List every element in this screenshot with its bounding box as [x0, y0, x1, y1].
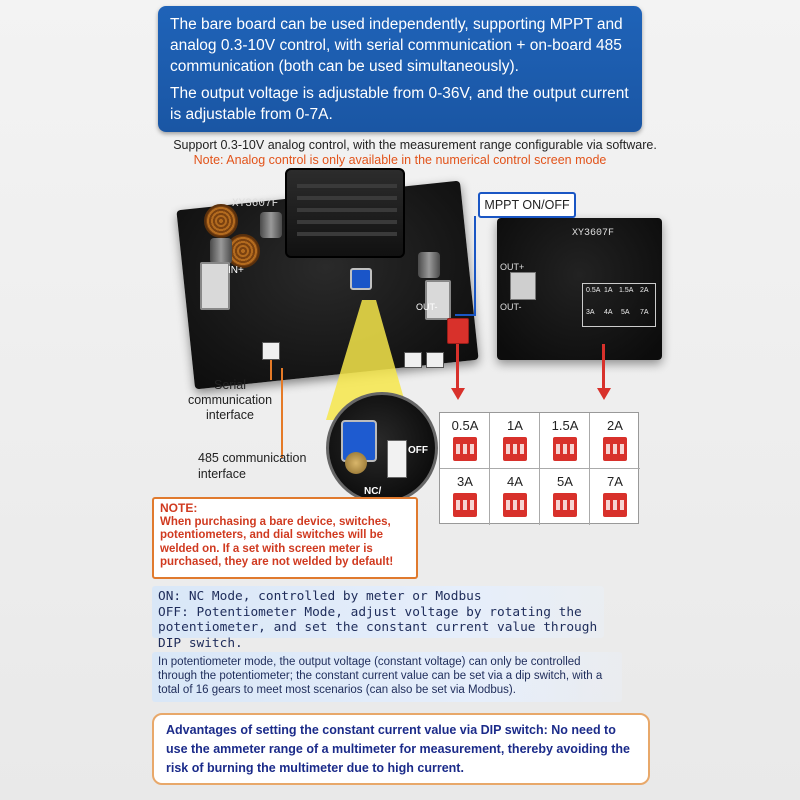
potentiometer-knob-icon [350, 268, 372, 290]
out-minus-label: OUT- [416, 302, 438, 312]
silk-cell: 1A [604, 287, 613, 294]
dip-cell-label: 0.5A [451, 418, 479, 433]
dip-cell-label: 7A [607, 474, 623, 489]
dip-cell-label: 2A [607, 418, 623, 433]
dip-switch-icon [553, 437, 577, 461]
zoom-screw-icon [345, 452, 367, 474]
silk-cell: 3A [586, 309, 595, 316]
dip-cell-label: 4A [507, 474, 523, 489]
dip-switch-icon [603, 493, 627, 517]
connector-icon [426, 352, 444, 368]
analog-support-text: Support 0.3-10V analog control, with the measurement range configurable via software. [173, 138, 657, 152]
in-plus-label: IN+ [228, 265, 244, 276]
info-banner [158, 6, 642, 132]
advantages-text: Advantages of setting the constant current value via DIP switch: No need to use the ammeter range of a multimeter for measurement, thereby avoiding the risk of burning the multimeter due to high current. [166, 723, 631, 775]
dip-grid-cell [440, 413, 490, 469]
output-terminal-icon [425, 280, 451, 320]
dip-cell-label: 3A [457, 474, 473, 489]
arrow-shaft [602, 344, 605, 390]
dip-grid-cell [590, 469, 640, 525]
zoom-off-label: OFF [408, 445, 428, 456]
dip-switch-icon [503, 493, 527, 517]
potentiometer-mode-text: In potentiometer mode, the output voltage (constant voltage) can only be controlled through the potentiometer; the constant current value can be set via a dip switch, with a total of 16 gears to meet most scenarios (can also be set via Modbus). [158, 656, 603, 696]
dip-switch-icon [553, 493, 577, 517]
serial-interface-label: Serial communication interface [187, 378, 273, 422]
input-terminal-icon [200, 262, 230, 310]
dip-grid-cell [440, 469, 490, 525]
potentiometer-mode-box [152, 652, 622, 702]
dip-switch-icon [453, 437, 477, 461]
pointer-line [270, 360, 272, 380]
capacitor-icon [210, 238, 232, 264]
pointer-line [281, 368, 283, 458]
mppt-label: MPPT ON/OFF [478, 192, 576, 218]
mppt-pointer-line [455, 314, 475, 316]
dip-grid-cell [490, 413, 540, 469]
current-table-silkscreen [582, 283, 656, 327]
mode-off-text: OFF: Potentiometer Mode, adjust voltage by rotating the potentiometer, and set the constant current value through DIP switch. [158, 604, 598, 651]
silk-cell: 2A [640, 287, 649, 294]
arrow-down-icon [451, 388, 465, 400]
advantages-box [152, 713, 650, 785]
dip-grid-cell [540, 413, 590, 469]
capacitor-icon [418, 252, 440, 278]
banner-line-1: The bare board can be used independently, supporting MPPT and analog 0.3-10V control, with serial communication + on-board 485 communication (both can be used simultaneously). [170, 16, 623, 75]
arrow-shaft [456, 344, 459, 390]
dip-switch-current-grid [439, 412, 639, 524]
terminal-back-icon [510, 272, 536, 300]
dip-switch-icon [603, 437, 627, 461]
zoom-nc-label: NC/ [364, 486, 382, 497]
dip-grid-cell [490, 469, 540, 525]
dip-cell-label: 1.5A [551, 418, 579, 433]
dip-switch-icon [447, 318, 469, 344]
capacitor-icon [260, 212, 282, 238]
mppt-pointer-line [474, 216, 476, 316]
mode-description-box [152, 586, 604, 651]
note-body: When purchasing a bare device, switches, potentiometers, and dial switches will be welded on. If a set with screen meter is purchased, they are not welded by default! [160, 515, 394, 568]
board2-out-plus-label: OUT+ [500, 262, 525, 272]
board-model-label: XY3607F [232, 198, 279, 210]
cooling-fan-icon [285, 168, 405, 258]
serial-connector-icon [262, 342, 280, 360]
silk-cell: 1.5A [619, 287, 634, 294]
silk-cell: 7A [640, 309, 649, 316]
silk-cell: 0.5A [586, 287, 601, 294]
banner-line-2: The output voltage is adjustable from 0-36V, and the output current is adjustable from 0-7A. [170, 85, 629, 123]
rs485-interface-label: 485 communication interface [198, 451, 307, 481]
board2-out-minus-label: OUT- [500, 302, 522, 312]
inductor-coil-icon [204, 204, 238, 238]
silk-cell: 4A [604, 309, 613, 316]
analog-note-text: Note: Analog control is only available in the numerical control screen mode [193, 153, 607, 167]
dip-grid-cell [540, 469, 590, 525]
arrow-down-icon [597, 388, 611, 400]
dip-switch-icon [453, 493, 477, 517]
zoom-toggle-switch-icon [387, 440, 407, 478]
dip-cell-label: 1A [507, 418, 523, 433]
dip-switch-icon [503, 437, 527, 461]
note-title: NOTE: [160, 501, 198, 515]
silk-cell: 5A [621, 309, 630, 316]
mode-on-text: ON: NC Mode, controlled by meter or Modbus [158, 589, 482, 604]
dip-grid-cell [590, 413, 640, 469]
board2-model-label: XY3607F [572, 228, 615, 239]
dip-cell-label: 5A [557, 474, 573, 489]
note-box [152, 497, 418, 579]
